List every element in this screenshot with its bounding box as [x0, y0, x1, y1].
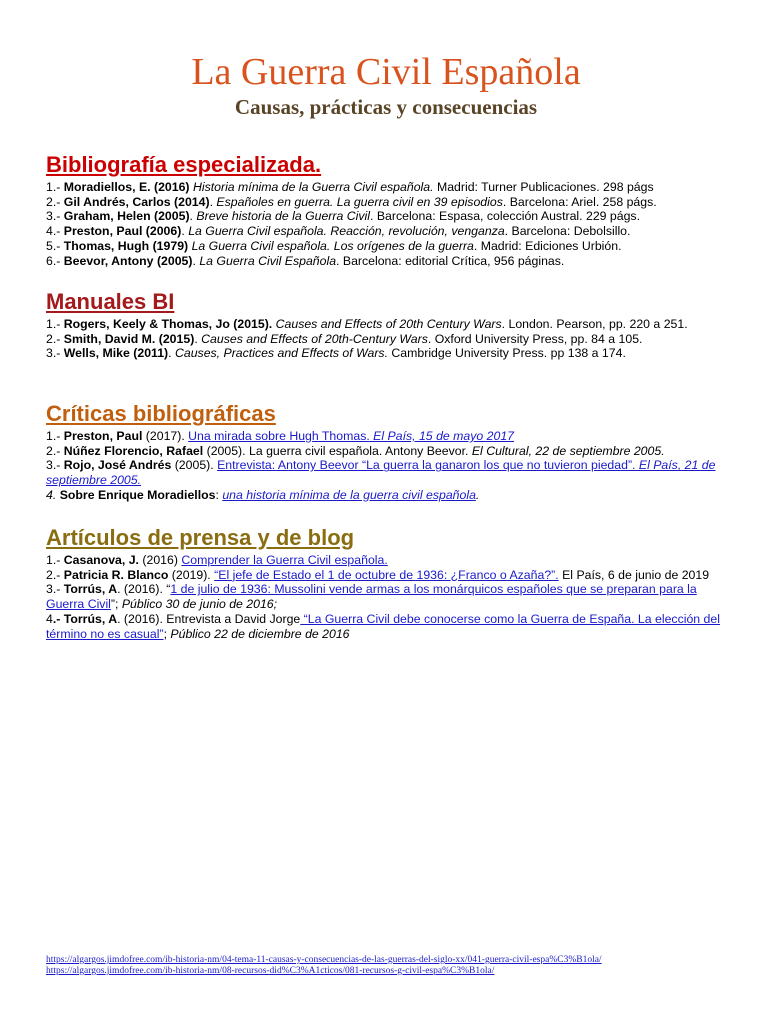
- footer-links: [46, 955, 726, 977]
- list-item: 2.- Patricia R. Blanco (2019). “El jefe de Estado el 1 de octubre de 1936: ¿Franco o Azaña?”. El País, 6 de junio de 2019: [46, 567, 710, 582]
- list-item: 6.- Beevor, Antony (2005). La Guerra Civil Española. Barcelona: editorial Crítica, 956 páginas.: [46, 253, 565, 268]
- section-articles: [46, 525, 726, 641]
- section-critiques: [46, 401, 726, 503]
- section-heading: Bibliografía especializada.: [46, 152, 322, 177]
- page-subtitle: Causas, prácticas y consecuencias: [234, 95, 538, 119]
- article-link[interactable]: “El jefe de Estado el 1 de octubre de 1936: ¿Franco o Azaña?”.: [214, 567, 559, 582]
- list-item: 3.- Wells, Mike (2011). Causes, Practices and Effects of Wars. Cambridge University Press. pp 138 a 174.: [46, 346, 626, 361]
- section-heading: Críticas bibliográficas: [46, 401, 276, 426]
- article-link[interactable]: 1 de julio de 1936: Mussolini vende armas a los monárquicos españoles que se preparan para la Guerra Civil: [46, 582, 697, 612]
- list-item: 4.- Torrús, A. (2016). Entrevista a David Jorge “La Guerra Civil debe conocerse como la Guerra de España. La elección del término no es casual”; Público 22 de diciembre de 2016: [46, 611, 720, 641]
- list-item: 1.- Casanova, J. (2016) Comprender la Guerra Civil española.: [46, 553, 388, 567]
- article-link[interactable]: Comprender la Guerra Civil española.: [181, 553, 388, 567]
- section-heading: Manuales BI: [46, 289, 175, 314]
- list-item: 2.- Gil Andrés, Carlos (2014). Españoles en guerra. La guerra civil en 39 episodios. Barcelona: Ariel. 258 págs.: [46, 194, 657, 209]
- list-item: 1.- Moradiellos, E. (2016) Historia mínima de la Guerra Civil española. Madrid: Turner Publicaciones. 298 págs: [46, 180, 654, 194]
- article-link[interactable]: Entrevista: Antony Beevor “La guerra la ganaron los que no tuvieron piedad”. El País, 21 de septiembre 2005.: [46, 458, 716, 488]
- list-item: 4.- Preston, Paul (2006). La Guerra Civil española. Reacción, revolución, venganza. Barcelona: Debolsillo.: [46, 224, 631, 239]
- article-link[interactable]: Una mirada sobre Hugh Thomas. El País, 15 de mayo 2017: [188, 429, 515, 443]
- list-item: 3.- Rojo, José Andrés (2005). Entrevista: Antony Beevor “La guerra la ganaron los que no tuvieron piedad”. El País, 21 de septiembre 2005.: [46, 458, 716, 488]
- section-manuals: [46, 289, 726, 361]
- list-item: 2.- Smith, David M. (2015). Causes and Effects of 20th-Century Wars. Oxford University Press, pp. 84 a 105.: [46, 331, 643, 346]
- list-item: 5.- Thomas, Hugh (1979) La Guerra Civil española. Los orígenes de la guerra. Madrid: Ediciones Urbión.: [46, 238, 622, 253]
- list-item: 3.- Graham, Helen (2005). Breve historia de la Guerra Civil. Barcelona: Espasa, colección Austral. 229 págs.: [46, 209, 640, 224]
- list-item: 1.- Rogers, Keely & Thomas, Jo (2015). Causes and Effects of 20th Century Wars. London. Pearson, pp. 220 a 251.: [46, 317, 688, 331]
- list-item: 4. Sobre Enrique Moradiellos: una historia mínima de la guerra civil española.: [46, 487, 480, 502]
- list-item: 3.- Torrús, A. (2016). “1 de julio de 1936: Mussolini vende armas a los monárquicos españoles que se preparan para la Guerra Civil”; Público 30 de junio de 2016;: [46, 582, 697, 612]
- article-link[interactable]: una historia mínima de la guerra civil española: [222, 487, 476, 502]
- footer-url-link[interactable]: https://algargos.jimdofree.com/ib-historia-nm/08-recursos-did%C3%A1cticos/081-recursos-g-civil-espa%C3%B1ola/: [46, 966, 495, 976]
- list-item: 1.- Preston, Paul (2017). Una mirada sobre Hugh Thomas. El País, 15 de mayo 2017: [46, 429, 515, 443]
- page-title: La Guerra Civil Española: [191, 51, 581, 93]
- section-specialized: [46, 152, 726, 268]
- list-item: 2.- Núñez Florencio, Rafael (2005). La guerra civil española. Antony Beevor. El Cultural, 22 de septiembre 2005.: [46, 443, 665, 458]
- section-heading: Artículos de prensa y de blog: [46, 525, 355, 550]
- footer-url-link[interactable]: https://algargos.jimdofree.com/ib-historia-nm/04-tema-11-causas-y-consecuencias-de-las-guerras-del-siglo-xx/041-guerra-civil-espa%C3%B1ola/: [46, 955, 602, 965]
- article-link[interactable]: “La Guerra Civil debe conocerse como la Guerra de España. La elección del término no es casual”: [46, 611, 720, 641]
